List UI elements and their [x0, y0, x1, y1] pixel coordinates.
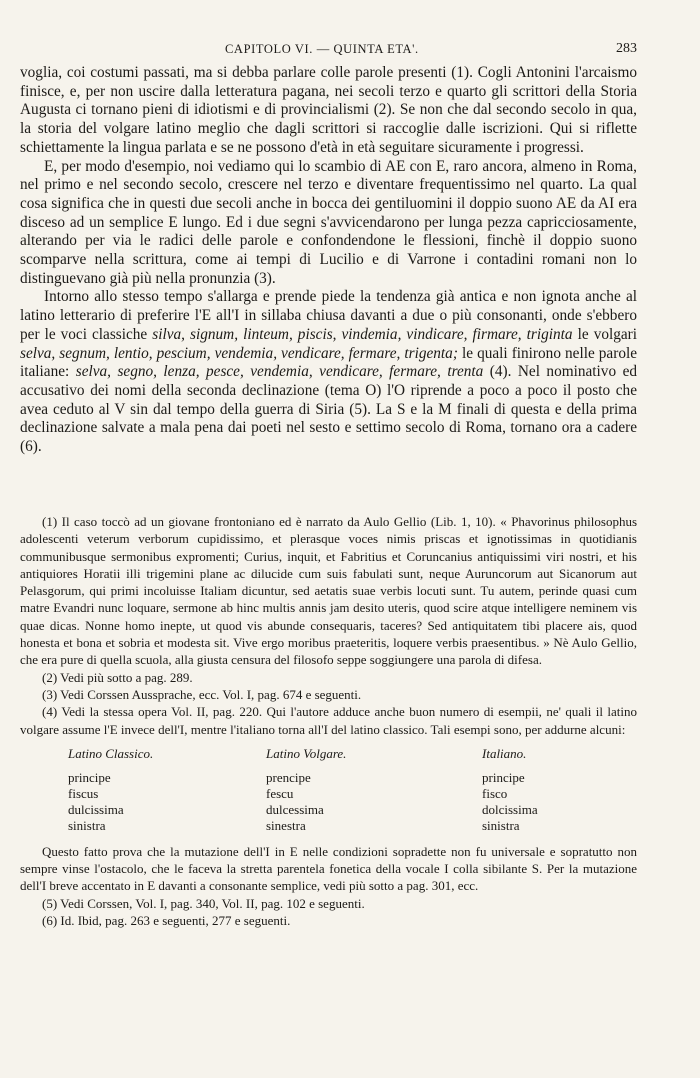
- footnotes: [20, 513, 637, 929]
- table-cell: sinestra: [266, 817, 306, 833]
- classical-words: silva, signum, linteum, piscis, vindemia, vindicare, firmare, triginta: [152, 325, 573, 343]
- paragraph: E, per modo d'esempio, noi vediamo qui lo scambio di AE con E, raro ancora, almeno in Roma, nel primo e nel secondo secolo, crescere nel terzo e diventare frequentissimo nel quarto. La qual cosa significa che in questi due secoli anche in bocca dei gentiluomini il doppio suono AE da AI era disceso ad un semplice E lungo. Ed i due segni s'avvicendarono per lunga pezza capricciosamente, alterando per via le radici delle parole e confondendone le flessioni, finchè il doppio suono scomparve nella scrittura, come ai tempi di Lucilio e di Varrone i contadini romani non lo distinguevano già più nella pronunzia (3).: [20, 157, 637, 287]
- table-cell: fescu: [266, 785, 294, 801]
- table-cell: principe: [68, 769, 111, 785]
- vulgar-words: selva, segnum, lentio, pescium, vendemia, vendicare, fermare, trigenta;: [20, 344, 458, 362]
- comparison-table: [20, 746, 637, 834]
- paragraph: [20, 288, 637, 456]
- page-number: 283: [616, 41, 637, 56]
- main-text: [20, 64, 637, 457]
- table-header-classical: Latino Classico.: [68, 745, 154, 761]
- footnote-1: (1) Il caso toccò ad un giovane frontoniano ed è narrato da Aulo Gellio (Lib. 1, 10). « Phavorinus philosophus adolescenti veterum verborum cupidissimo, et plerasque voces nimis priscas et ignotissimas in quotidianis communibusque sermonibus expromenti; Curius, inquit, et Fabritius et Coruncanius antiquissimi viri nostri, et his antiquiores Horatii illi trigemini plane ac dilucide cum suis fabulati sunt, neque Auruncorum aut Sicanorum aut Pelasgorum, qui primi incoluisse Italiam dicuntur, sed aetatis suae verbis locuti sunt. Tu autem, perinde quasi cum matre Evandri nunc loquare, sermone ab hinc multis annis jam desito uteris, quod scire atque intelligere neminem vis quae dicas. Nonne homo inepte, ut quod vis abunde consequaris, taceres? Sed antiquitatem tibi placere ais, quod honesta et bona et sobria et modesta sit. Vive ergo moribus praeteritis, loquere verbis praesentibus. » Nè Aulo Gellio, che era pure di quella scuola, alla giusta censura del filosofo seppe soggiungere una parola di difesa.: [20, 514, 637, 668]
- table-cell: prencipe: [266, 769, 311, 785]
- table-cell: sinistra: [482, 817, 520, 833]
- running-header: [20, 42, 637, 60]
- text-run: Intorno allo stesso tempo s'allarga e prende piede la tendenza già antica e non ignota anche al latino letterario di preferire l'E all'I in sillaba chiusa davanti a due o più consonanti, onde s'ebbero per le voci classiche: [20, 288, 637, 343]
- table-cell: sinistra: [68, 817, 106, 833]
- footnote-2: (2) Vedi più sotto a pag. 289.: [42, 669, 193, 685]
- table-cell: dolcissima: [482, 801, 538, 817]
- table-cell: fisco: [482, 785, 508, 801]
- footnote-4-continued: Questo fatto prova che la mutazione dell'I in E nelle condizioni sopradette non fu universale e sopratutto non sempre vinse l'ostacolo, che le faceva la stretta parentela fonetica della vocale I colla sibilante S. Per la mutazione dell'I breve accentato in E davanti a consonante semplice, vedi più sotto a pag. 301, ecc.: [20, 843, 637, 894]
- italian-words: selva, segno, lenza, pesce, vendemia, vendicare, fermare, trenta: [75, 363, 484, 381]
- table-header-italian: Italiano.: [482, 745, 527, 761]
- footnote-3: (3) Vedi Corssen Aussprache, ecc. Vol. I, pag. 674 e seguenti.: [42, 686, 362, 702]
- running-title: CAPITOLO VI. — QUINTA ETA'.: [225, 42, 419, 56]
- footnote-5: (5) Vedi Corssen, Vol. I, pag. 340, Vol. II, pag. 102 e seguenti.: [42, 895, 365, 911]
- table-cell: principe: [482, 769, 525, 785]
- footnote-6: (6) Id. Ibid, pag. 263 e seguenti, 277 e seguenti.: [42, 913, 291, 929]
- table-cell: fiscus: [68, 785, 99, 801]
- text-run: le quali finirono nelle parole italiane:: [20, 344, 638, 381]
- book-page: [20, 0, 637, 1078]
- paragraph: voglia, coi costumi passati, ma si debba parlare colle parole presenti (1). Cogli Antonini l'arcaismo finisce, e, per non uscire dalla letteratura pagana, nei secoli terzo e quarto gli scrittori della Storia Augusta ci tornano pieni di idiotismi e di provincialismi (2). Se non che dal secondo secolo in qua, la storia del volgare latino meglio che dagli scrittori si raccoglie dalle iscrizioni. Qui si riflette schiettamente la lingua parlata e se ne possono d'età in età seguitare sicuramente i progressi.: [20, 64, 637, 156]
- table-cell: dulcessima: [266, 801, 324, 817]
- text-run: (4). Nel nominativo ed accusativo dei nomi della seconda declinazione (tema O) l'O riprende a poco a poco il posto che avea ceduto al V sin dal tempo della guerra di Siria (5). La S e la M finali di questa e della prima declinazione salvate a mala pena dai poeti nel sesto e settimo secolo di Roma, tornano ora a cadere (6).: [20, 363, 638, 456]
- table-header-vulgar: Latino Volgare.: [266, 745, 347, 761]
- table-cell: dulcissima: [68, 801, 124, 817]
- text-run: le volgari: [577, 325, 638, 343]
- footnote-4: (4) Vedi la stessa opera Vol. II, pag. 220. Qui l'autore adduce anche buon numero di esempii, ne' quali il latino volgare assume l'E invece dell'I, mentre l'italiano torna all'I del latino classico. Tali esempi sono, per addurne alcuni:: [20, 704, 637, 737]
